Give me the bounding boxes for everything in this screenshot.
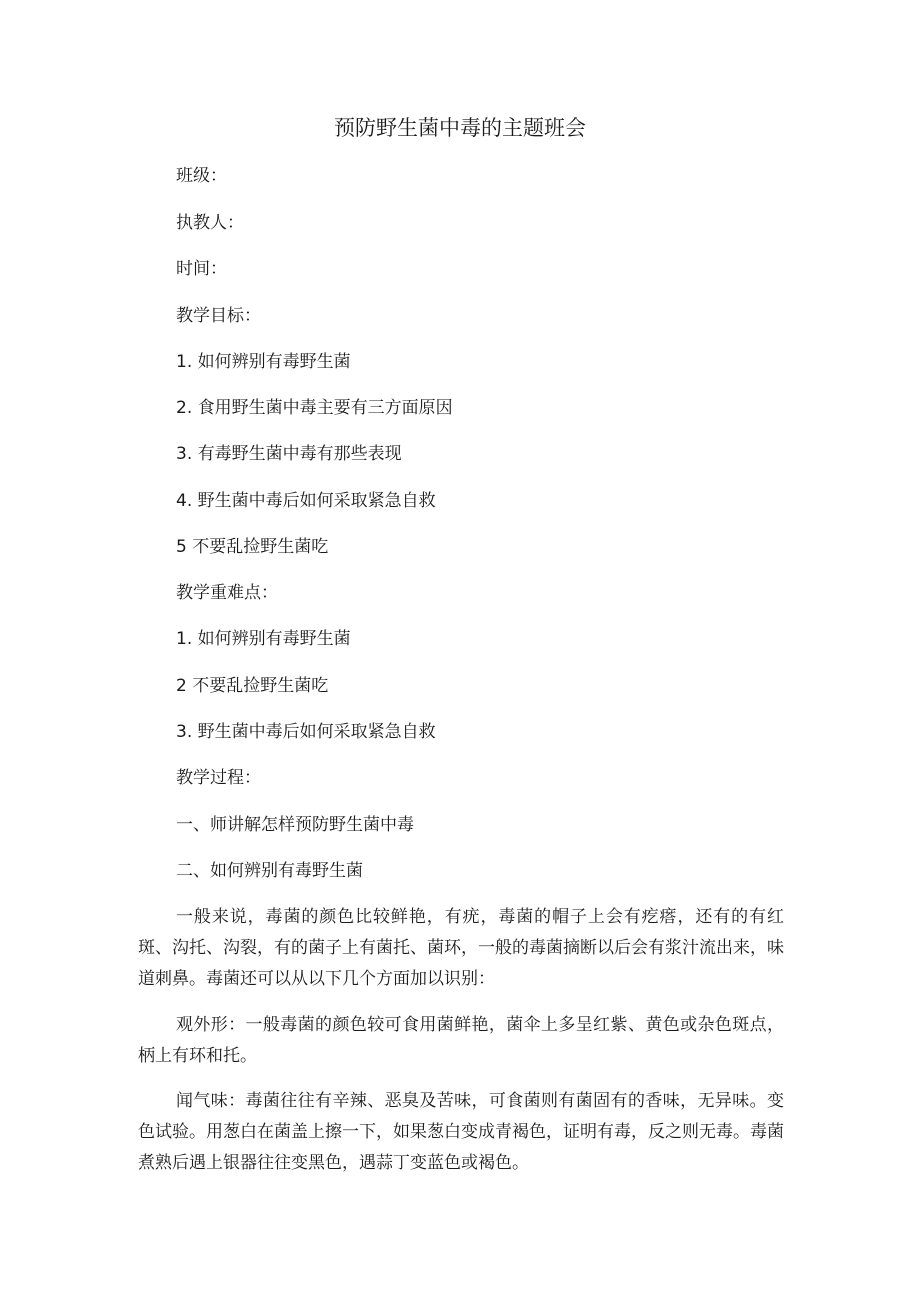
time-label: 时间： [176,259,227,279]
objective-item: 5 不要乱捡野生菌吃 [176,537,329,557]
objective-item: 3. 有毒野生菌中毒有那些表现 [176,444,402,464]
document-title: 预防野生菌中毒的主题班会 [334,116,586,140]
body-paragraph: 观外形：一般毒菌的颜色较可食用菌鲜艳，菌伞上多呈红紫、黄色或杂色斑点，柄上有环和托。 [138,1015,784,1066]
objective-item: 1. 如何辨别有毒野生菌 [176,352,351,372]
key-point-item: 3. 野生菌中毒后如何采取紧急自救 [176,722,436,742]
key-point-item: 1. 如何辨别有毒野生菌 [176,629,351,649]
teacher-label: 执教人： [176,213,244,233]
process-step: 二、如何辨别有毒野生菌 [176,861,363,881]
process-step: 一、师讲解怎样预防野生菌中毒 [176,815,414,835]
class-label: 班级： [176,166,227,186]
key-points-heading: 教学重难点： [176,583,278,603]
process-heading: 教学过程： [176,768,261,788]
objective-item: 2. 食用野生菌中毒主要有三方面原因 [176,398,453,418]
body-paragraph: 一般来说，毒菌的颜色比较鲜艳，有疣，毒菌的帽子上会有疙瘩，还有的有红斑、沟托、沟裂，有的菌子上有菌托、菌环，一般的毒菌摘断以后会有浆汁流出来，味道刺鼻。毒菌还可以从以下几个方面加以识别： [138,907,784,989]
body-paragraph: 闻气味：毒菌往往有辛辣、恶臭及苦味，可食菌则有菌固有的香味，无异味。变色试验。用葱白在菌盖上擦一下，如果葱白变成青褐色，证明有毒，反之则无毒。毒菌煮熟后遇上银器往往变黑色，遇蒜丁变蓝色或褐色。 [138,1091,784,1173]
objectives-heading: 教学目标： [176,306,261,326]
key-point-item: 2 不要乱捡野生菌吃 [176,676,329,696]
objective-item: 4. 野生菌中毒后如何采取紧急自救 [176,491,436,511]
